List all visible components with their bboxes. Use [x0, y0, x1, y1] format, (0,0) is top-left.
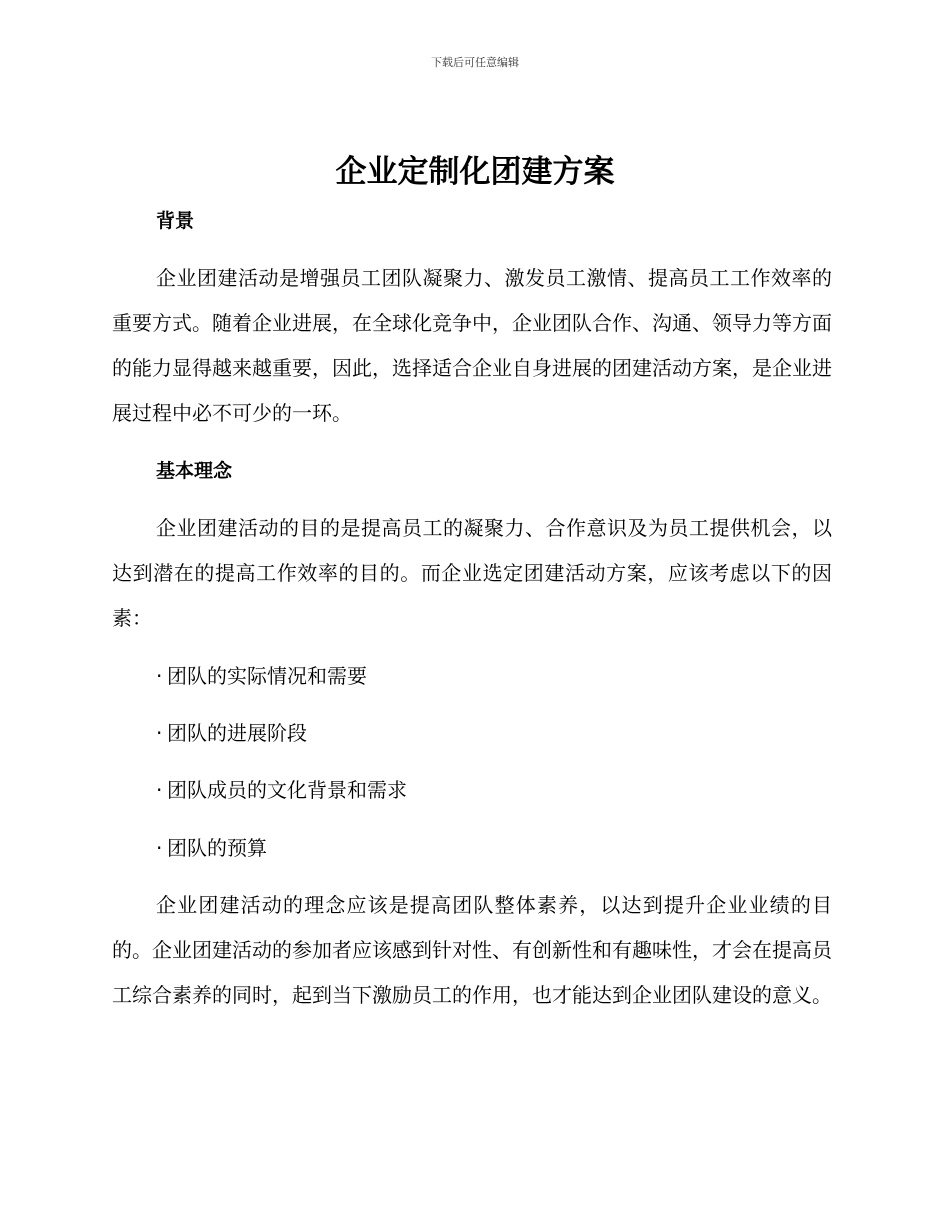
- factor-item-label: 团队的进展阶段: [167, 721, 307, 745]
- concept-intro-paragraph: 企业团建活动的目的是提高员工的凝聚力、合作意识及为员工提供机会，以达到潜在的提高工作效率的目的。而企业选定团建活动方案，应该考虑以下的因素：: [112, 516, 832, 630]
- factor-item: [156, 719, 307, 747]
- section-heading-background: 背景: [156, 210, 195, 232]
- document-title: 企业定制化团建方案: [335, 154, 615, 190]
- bullet-dot-icon: ·: [156, 721, 163, 745]
- factor-item: [156, 834, 267, 862]
- section-heading-concept: 基本理念: [156, 460, 233, 482]
- factor-item: [156, 776, 407, 804]
- bullet-dot-icon: ·: [156, 778, 163, 802]
- header-note: 下载后可任意编辑: [431, 56, 519, 69]
- factor-item-label: 团队成员的文化背景和需求: [167, 778, 407, 802]
- background-paragraph: 企业团建活动是增强员工团队凝聚力、激发员工激情、提高员工工作效率的重要方式。随着企业进展，在全球化竞争中，企业团队合作、沟通、领导力等方面的能力显得越来越重要，因此，选择适合企业自身进展的团建活动方案，是企业进展过程中必不可少的一环。: [112, 266, 832, 425]
- bullet-dot-icon: ·: [156, 836, 163, 860]
- factor-item-label: 团队的实际情况和需要: [167, 664, 367, 688]
- concept-closing-paragraph: 企业团建活动的理念应该是提高团队整体素养，以达到提升企业业绩的目的。企业团建活动的参加者应该感到针对性、有创新性和有趣味性，才会在提高员工综合素养的同时，起到当下激励员工的作用，也才能达到企业团队建设的意义。: [112, 893, 832, 1007]
- factor-item-label: 团队的预算: [167, 836, 267, 860]
- factor-item: [156, 662, 367, 690]
- bullet-dot-icon: ·: [156, 664, 163, 688]
